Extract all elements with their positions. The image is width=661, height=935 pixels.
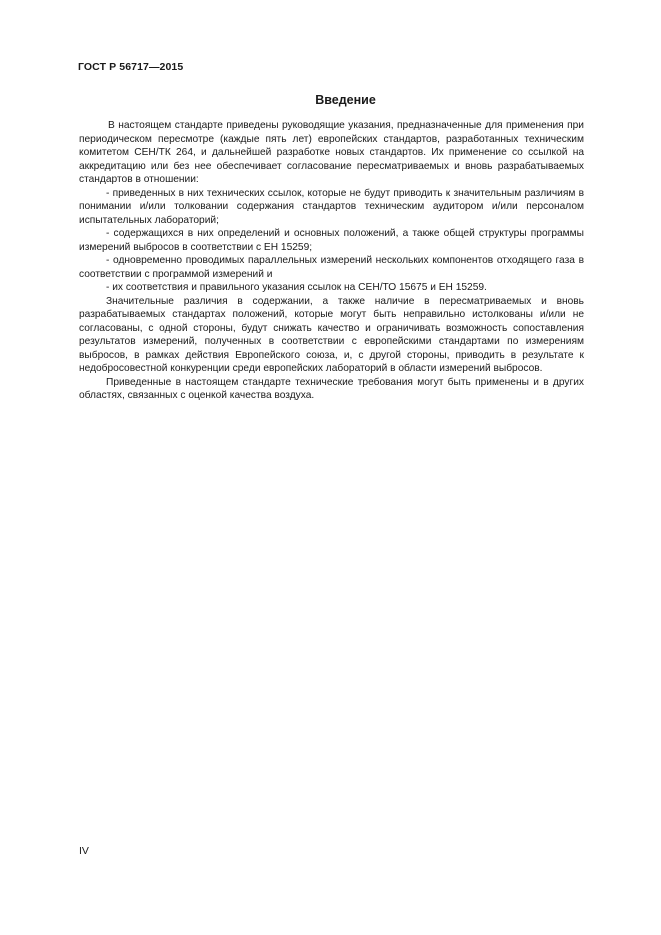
list-item-reference-compliance: - их соответствия и правильного указания ссылок на СЕН/ТО 15675 и ЕН 15259. <box>106 282 487 293</box>
page-number: IV <box>79 845 89 857</box>
list-item-technical-references: - приведенных в них технических ссылок, которые не будут приводить к значительным различиям в понимании и/или толковании содержания стандартов техническим аудитором и/или персоналом испытательных лабораторий; <box>79 187 584 226</box>
paragraph-applicability: Приведенные в настоящем стандарте технические требования могут быть применены и в других областях, связанных с оценкой качества воздуха. <box>79 376 584 401</box>
list-item-definitions: - содержащихся в них определений и основных положений, а также общей структуры программы измерений выбросов в соответствии с ЕН 15259; <box>79 228 584 253</box>
document-id-header: ГОСТ Р 56717—2015 <box>78 61 184 73</box>
body-text <box>79 119 584 403</box>
paragraph-differences: Значительные различия в содержании, а также наличие в пересматриваемых и вновь разрабатываемых стандартах положений, которые могут быть неправильно истолкованы и/или не согласованы, с одной стороны, будут снижать качество и ограничивать возможность сопоставления результатов измерений, полученных в соответствии с европейскими стандартами по измерениям выбросов, в рамках действия Европейского союза, и, с другой стороны, приводить в результате к недобросовестной конкуренции среди европейских лабораторий в области измерений выбросов. <box>79 295 584 374</box>
list-item-parallel-measurements: - одновременно проводимых параллельных измерений нескольких компонентов отходящего газа в соответствии с программой измерений и <box>79 255 584 280</box>
section-title: Введение <box>315 93 376 107</box>
paragraph-intro: В настоящем стандарте приведены руководящие указания, предназначенные для применения при периодическом пересмотре (каждые пять лет) европейских стандартов, разработанных техническим комитетом СЕН/ТК 264, и дальнейшей разработке новых стандартов. Их применение со ссылкой на аккредитацию или без нее обеспечивает согласование пересматриваемых и вновь разрабатываемых стандартов в отношении: <box>79 120 584 185</box>
